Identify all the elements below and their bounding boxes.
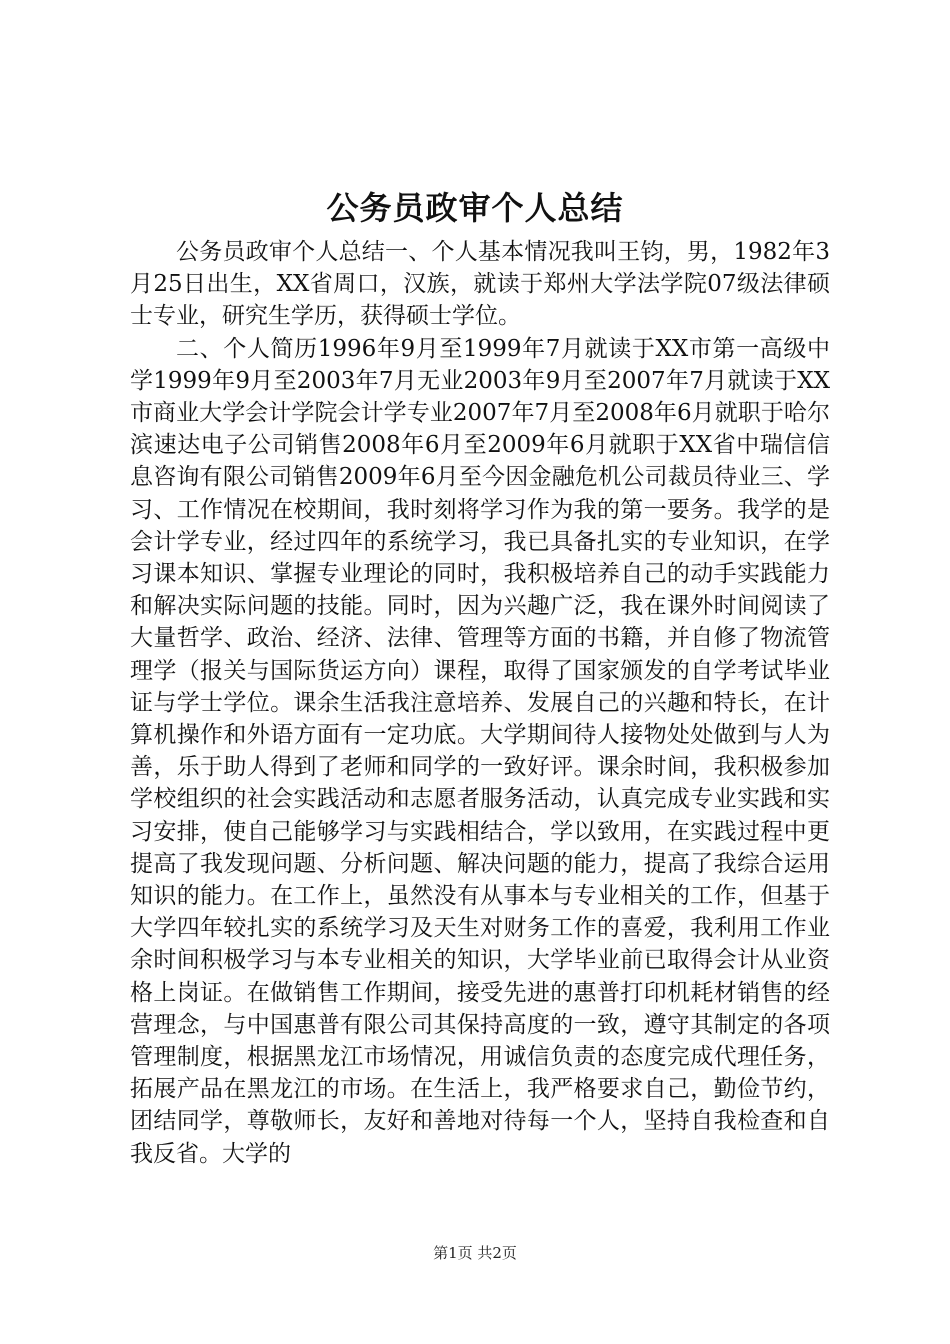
paragraph-resume-and-study: 二、个人简历1996年9月至1999年7月就读于XX市第一高级中学1999年9月至2003年7月无业2003年9月至2007年7月就读于XX市商业大学会计学院会计学专业2007年7月至2008年6月就职于哈尔滨速达电子公司销售2008年6月至2009年6月就职于XX省中瑞信信息咨询有限公司销售2009年6月至今因金融危机公司裁员待业三、学习、工作情况在校期间，我时刻将学习作为我的第一要务。我学的是会计学专业，经过四年的系统学习，我已具备扎实的专业知识，在学习课本知识、掌握专业理论的同时，我积极培养自己的动手实践能力和解决实际问题的技能。同时，因为兴趣广泛，我在课外时间阅读了大量哲学、政治、经济、法律、管理等方面的书籍，并自修了物流管理学（报关与国际货运方向）课程，取得了国家颁发的自学考试毕业证与学士学位。课余生活我注意培养、发展自己的兴趣和特长，在计算机操作和外语方面有一定功底。大学期间待人接物处处做到与人为善，乐于助人得到了老师和同学的一致好评。课余时间，我积极参加学校组织的社会实践活动和志愿者服务活动，认真完成专业实践和实习安排，使自己能够学习与实践相结合，学以致用，在实践过程中更提高了我发现问题、分析问题、解决问题的能力，提高了我综合运用知识的能力。在工作上，虽然没有从事本与专业相关的工作，但基于大学四年较扎实的系统学习及天生对财务工作的喜爱，我利用工作业余时间积极学习与本专业相关的知识，大学毕业前已取得会计从业资格上岗证。在做销售工作期间，接受先进的惠普打印机耗材销售的经营理念，与中国惠普有限公司其保持高度的一致，遵守其制定的各项管理制度，根据黑龙江市场情况，用诚信负责的态度完成代理任务，拓展产品在黑龙江的市场。在生活上，我严格要求自己，勤俭节约，团结同学，尊敬师长，友好和善地对待每一个人，坚持自我检查和自我反省。大学的	[130, 335, 830, 1167]
paragraph-basic-info: 公务员政审个人总结一、个人基本情况我叫王钧，男，1982年3月25日出生，XX省周口，汉族，就读于郑州大学法学院07级法律硕士专业，研究生学历，获得硕士学位。	[130, 239, 830, 330]
document-body	[130, 236, 830, 1170]
page-number-footer: 第1页 共2页	[433, 1244, 517, 1262]
document-title: 公务员政审个人总结	[326, 189, 624, 227]
